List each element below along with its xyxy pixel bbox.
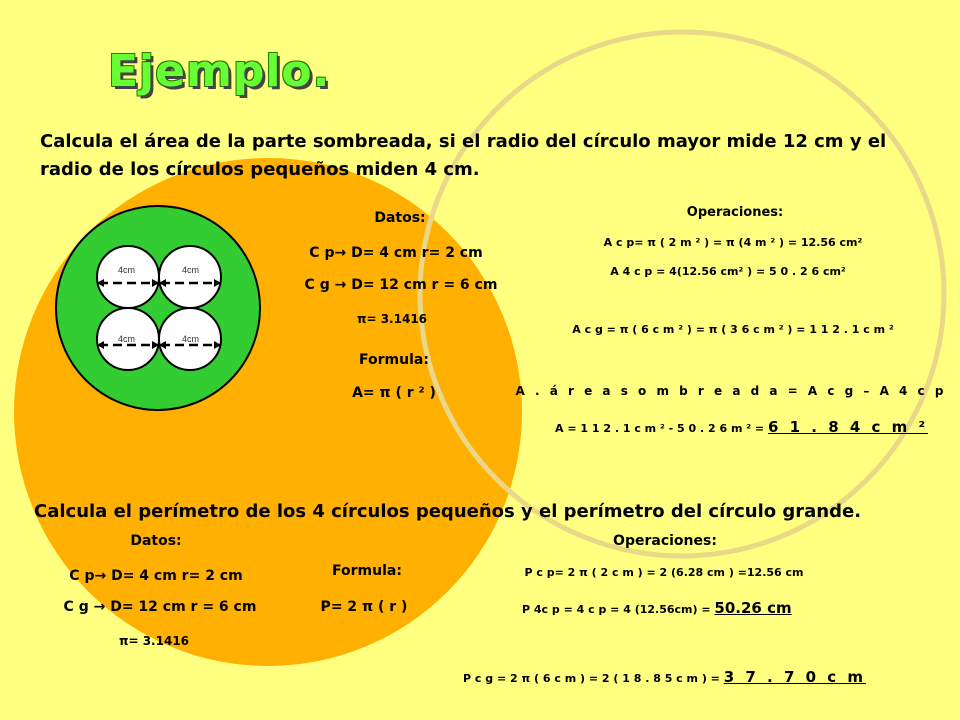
small-circle-top-right xyxy=(159,246,221,308)
p2-op-line2-prefix: P 4c p = 4 c p = 4 (12.56cm) = xyxy=(522,603,715,616)
p1-area-result: 6 1 . 8 4 c m ² xyxy=(767,418,929,436)
p2-datos-cg: C g → D= 12 cm r = 6 cm xyxy=(63,599,257,615)
p2-perimeter-small-result: 50.26 cm xyxy=(714,599,792,617)
p1-op-line5-prefix: A = 1 1 2 . 1 c m ² - 5 0 . 2 6 m ² = xyxy=(555,422,768,435)
problem2-question: Calcula el perímetro de los 4 círculos pequeños y el perímetro del círculo grande. xyxy=(34,501,862,522)
p2-op-line3 xyxy=(463,668,866,686)
p1-datos-heading: Datos: xyxy=(374,210,426,226)
p1-formula-expr: A= π ( r ² ) xyxy=(352,385,436,401)
p1-op-line2: A 4 c p = 4(12.56 cm² ) = 5 0 . 2 6 cm² xyxy=(610,265,846,278)
p1-operaciones-heading: Operaciones: xyxy=(686,205,784,220)
diameter-label-1: 4cm xyxy=(118,265,136,275)
small-circle-top-left xyxy=(97,246,159,308)
p1-datos-cg: C g → D= 12 cm r = 6 cm xyxy=(304,277,498,293)
p1-op-line3: A c g = π ( 6 c m ² ) = π ( 3 6 c m ² ) = 1 1 2 . 1 c m ² xyxy=(572,323,894,336)
p1-op-line4: A . á r e a s o m b r e a d a = A c g – A 4 c p xyxy=(515,384,947,398)
p1-datos-cp: C p→ D= 4 cm r= 2 cm xyxy=(309,245,483,261)
p2-operaciones-heading: Operaciones: xyxy=(613,533,717,549)
p2-datos-pi: π= 3.1416 xyxy=(118,634,190,648)
diameter-label-3: 4cm xyxy=(118,334,136,344)
problem1-question-line1: Calcula el área de la parte sombreada, si el radio del círculo mayor mide 12 cm y el xyxy=(40,131,887,152)
diameter-label-2: 4cm xyxy=(182,265,200,275)
p2-op-line1: P c p= 2 π ( 2 c m ) = 2 (6.28 cm ) =12.56 cm xyxy=(524,566,804,579)
p1-op-line1: A c p= π ( 2 m ² ) = π (4 m ² ) = 12.56 cm² xyxy=(603,236,863,249)
p2-formula-expr: P= 2 π ( r ) xyxy=(320,599,408,615)
p2-perimeter-large-result: 3 7 . 7 0 c m xyxy=(723,668,867,686)
p1-datos-pi: π= 3.1416 xyxy=(356,312,428,326)
p1-op-line5 xyxy=(555,418,928,436)
page-title: Ejemplo. xyxy=(108,46,331,97)
diameter-label-4: 4cm xyxy=(182,334,200,344)
green-circle xyxy=(56,206,260,410)
p2-op-line3-prefix: P c g = 2 π ( 6 c m ) = 2 ( 1 8 . 8 5 c m ) = xyxy=(463,672,724,685)
p2-datos-cp: C p→ D= 4 cm r= 2 cm xyxy=(69,568,243,584)
p1-formula-heading: Formula: xyxy=(359,352,429,368)
p2-op-line2 xyxy=(522,599,792,617)
p2-datos-heading: Datos: xyxy=(130,533,182,549)
p2-formula-heading: Formula: xyxy=(332,563,402,579)
problem1-question-line2: radio de los círculos pequeños miden 4 cm. xyxy=(40,159,480,180)
